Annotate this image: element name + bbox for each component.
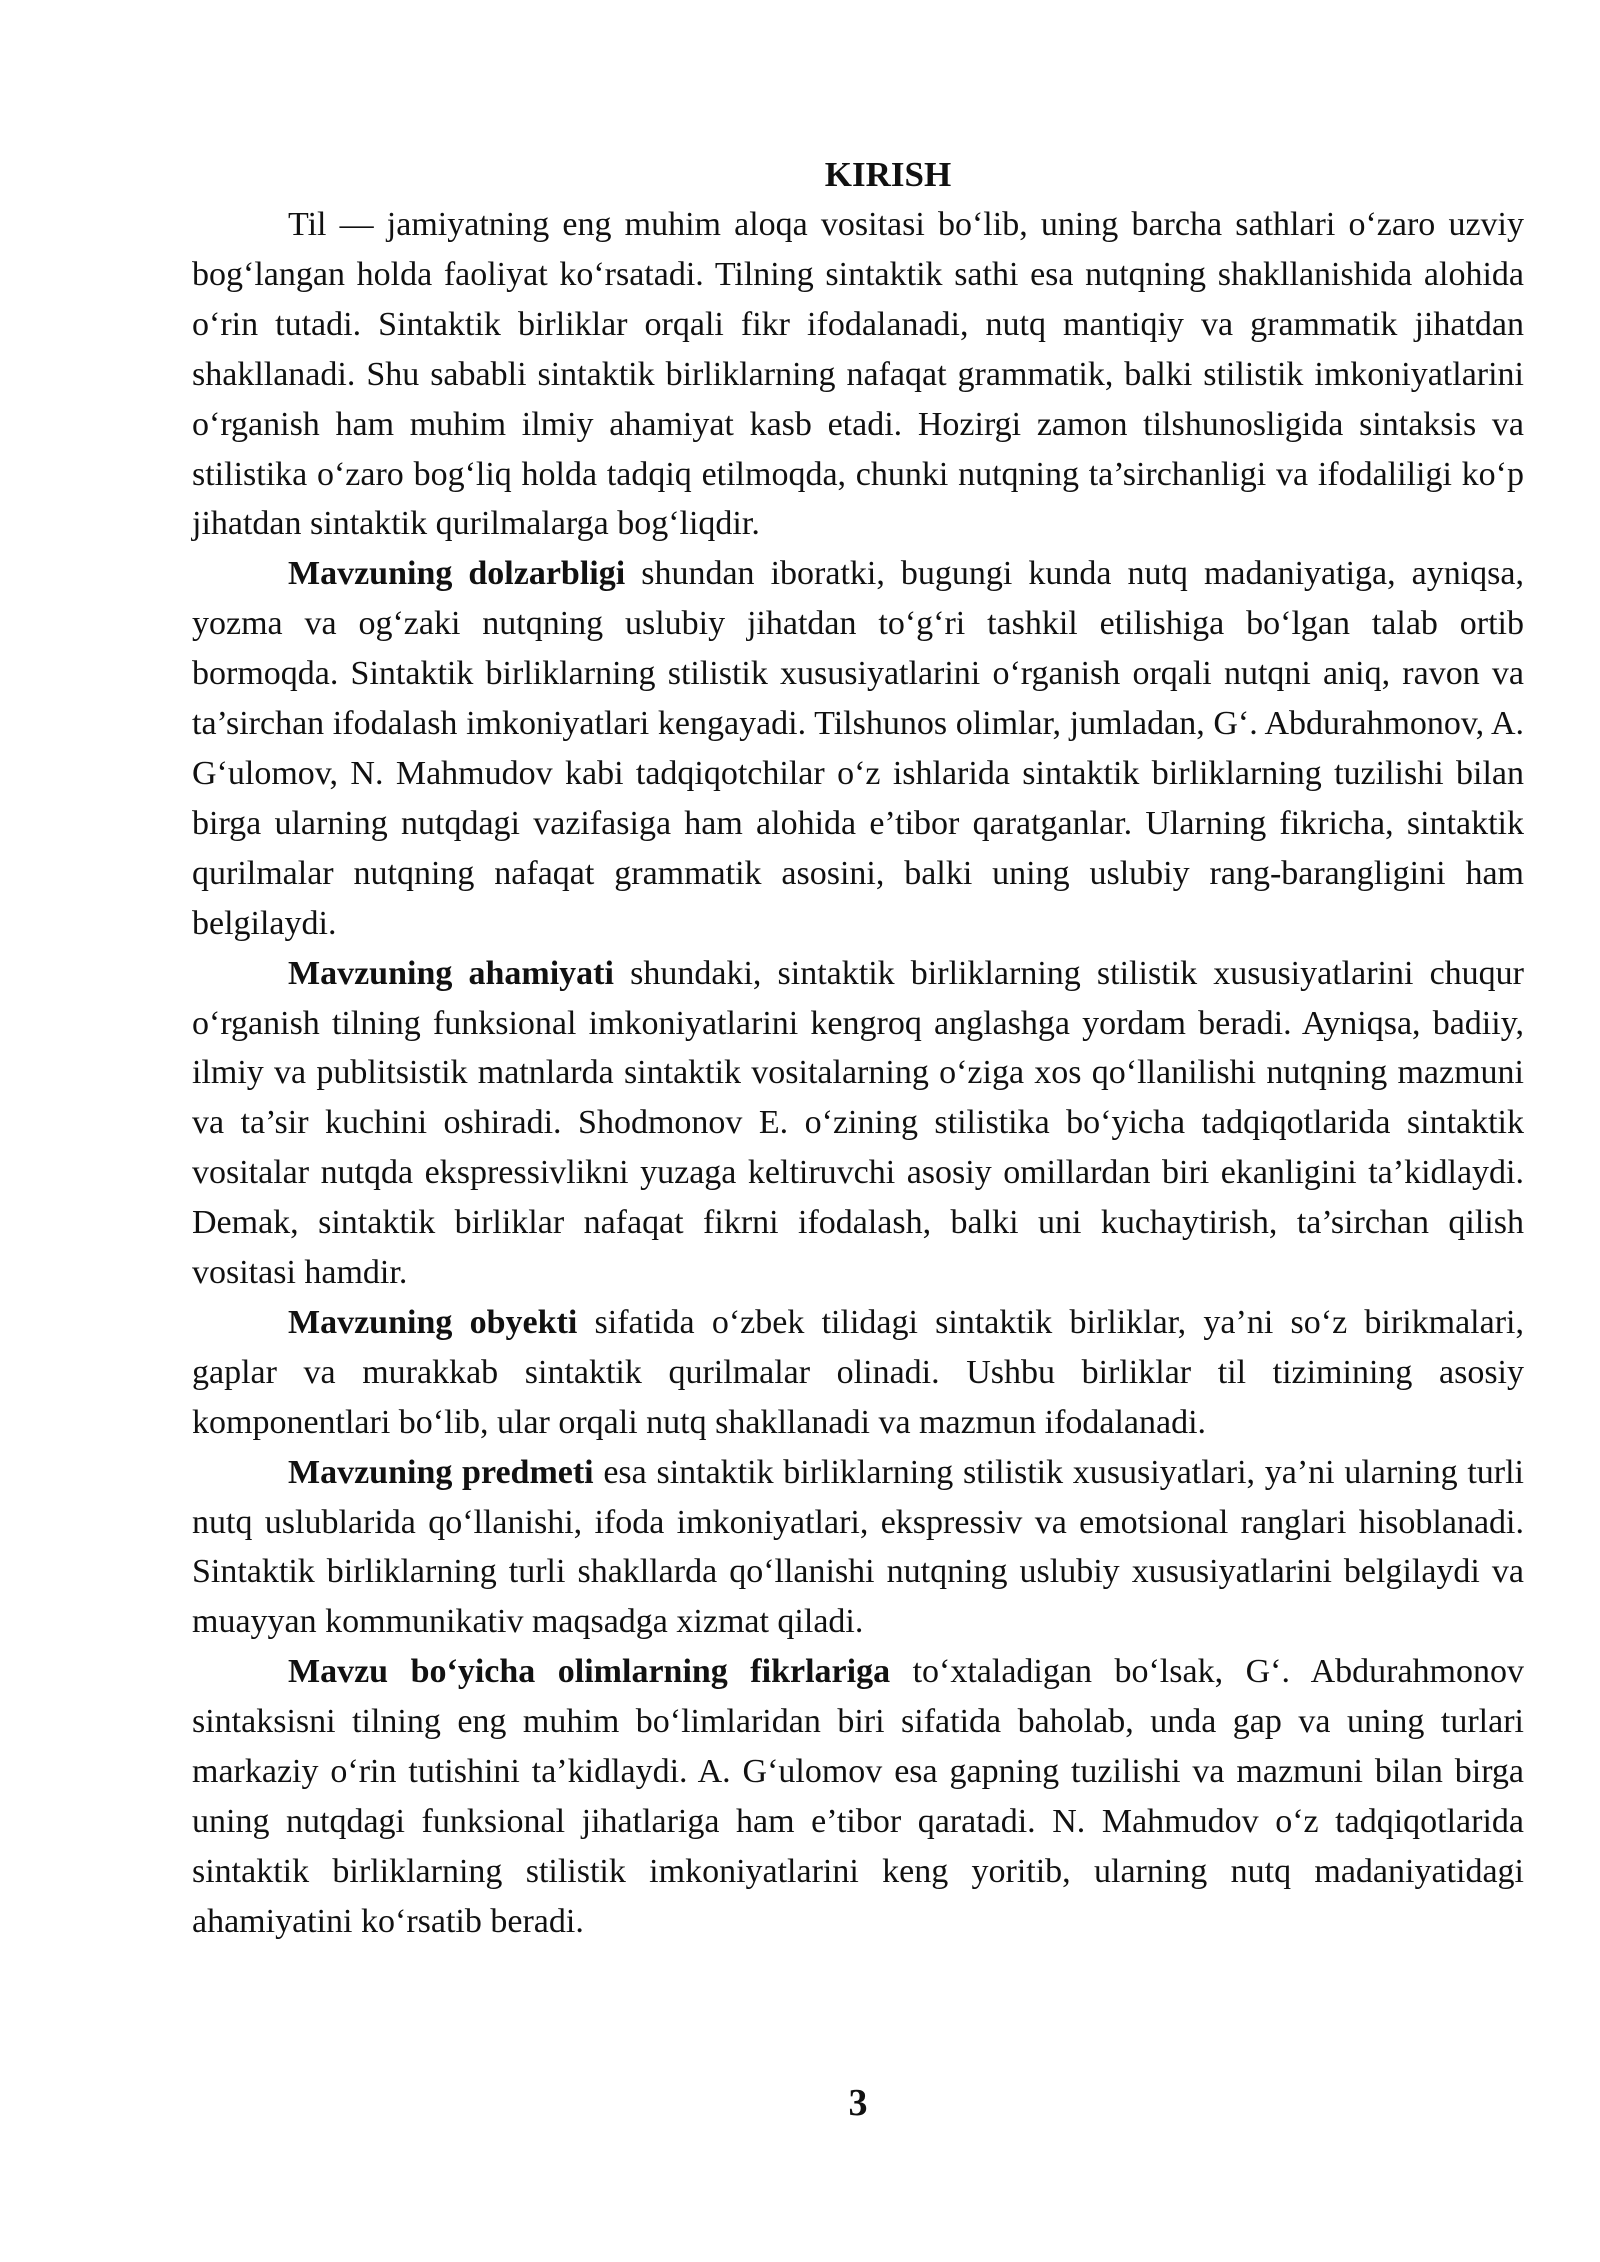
paragraph-subject: [192, 1448, 1524, 1648]
paragraph-lead: Mavzuning predmeti: [288, 1453, 594, 1491]
paragraph-lead: Mavzu bo‘yicha olimlarning fikrlariga: [288, 1653, 891, 1691]
paragraph-text: sifatida o‘zbek tilidagi sintaktik birliklar, ya’ni so‘z birikmalari, gaplar va murakkab sintaktik qurilmalar olinadi. Ushbu birliklar til tizimining asosiy komponentlari bo‘lib, ular orqali nutq shakllanadi va mazmun ifodalanadi.: [192, 1303, 1524, 1441]
paragraph-scholars: [192, 1647, 1524, 1946]
section-title: KIRISH: [824, 155, 952, 194]
paragraph-object: [192, 1298, 1524, 1448]
paragraph-text: to‘xtaladigan bo‘lsak, G‘. Abdurahmonov sintaksisni tilning eng muhim bo‘limlaridan biri sifatida baholab, unda gap va uning turlari markaziy o‘rin tutishini ta’kidlaydi. A. G‘ulomov esa gapning tuzilishi va mazmuni bilan birga uning nutqdagi funksional jihatlariga ham e’tibor qaratadi. N. Mahmudov o‘z tadqiqotlarida sintaktik birliklarning stilistik imkoniyatlarini keng yoritib, ularning nutq madaniyatidagi ahamiyatini ko‘rsatib beradi.: [192, 1653, 1524, 1940]
paragraph-relevance: [192, 549, 1524, 948]
paragraph-text: shundaki, sintaktik birliklarning stilistik xususiyatlarini chuqur o‘rganish tilning funksional imkoniyatlarini kengroq anglashga yordam beradi. Ayniqsa, badiiy, ilmiy va publitsistik matnlarda sintaktik vositalarning o‘ziga xos qo‘llanilishi nutqning mazmuni va ta’sir kuchini oshiradi. Shodmonov E. o‘zining stilistika bo‘yicha tadqiqotlarida sintaktik vositalar nutqda ekspressivlikni yuzaga keltiruvchi asosiy omillardan biri ekanligini ta’kidlaydi. Demak, sintaktik birliklar nafaqat fikrni ifodalash, balki uni kuchaytirish, ta’sirchan qilish vositasi hamdir.: [192, 954, 1524, 1292]
paragraph-text: shundan iboratki, bugungi kunda nutq madaniyatiga, ayniqsa, yozma va og‘zaki nutqning uslubiy jihatdan to‘g‘ri tashkil etilishiga bo‘lgan talab ortib bormoqda. Sintaktik birliklarning stilistik xususiyatlarini o‘rganish orqali nutqni aniq, ravon va ta’sirchan ifodalash imkoniyatlari kengayadi. Tilshunos olimlar, jumladan, G‘. Abdurahmonov, A. G‘ulomov, N. Mahmudov kabi tadqiqotchilar o‘z ishlarida sintaktik birliklarning tuzilishi bilan birga ularning nutqdagi vazifasiga ham alohida e’tibor qaratganlar. Ularning fikricha, sintaktik qurilmalar nutqning nafaqat grammatik asosini, balki uning uslubiy rang-barangligini ham belgilaydi.: [192, 555, 1524, 942]
paragraph-lead: Mavzuning ahamiyati: [288, 954, 614, 992]
paragraph-lead: Mavzuning obyekti: [288, 1303, 578, 1341]
paragraph-text: esa sintaktik birliklarning stilistik xususiyatlari, ya’ni ularning turli nutq uslublarida qo‘llanishi, ifoda imkoniyatlari, ekspressiv va emotsional ranglari hisoblanadi. Sintaktik birliklarning turli shakllarda qo‘llanishi nutqning uslubiy xususiyatlarini belgilaydi va muayyan kommunikativ maqsadga xizmat qiladi.: [192, 1453, 1524, 1641]
paragraph-lead: Mavzuning dolzarbligi: [288, 555, 626, 593]
paragraph-importance: [192, 949, 1524, 1298]
paragraph-intro: [192, 200, 1524, 549]
page-number: 3: [848, 2082, 868, 2124]
document-page: [192, 150, 1524, 1947]
paragraph-text: Til — jamiyatning eng muhim aloqa vositasi bo‘lib, uning barcha sathlari o‘zaro uzviy bog‘langan holda faoliyat ko‘rsatadi. Tilning sintaktik sathi esa nutqning shakllanishida alohida o‘rin tutadi. Sintaktik birliklar orqali fikr ifodalanadi, nutq mantiqiy va grammatik jihatdan shakllanadi. Shu sababli sintaktik birliklarning nafaqat grammatik, balki stilistik imkoniyatlarini o‘rganish ham muhim ilmiy ahamiyat kasb etadi. Hozirgi zamon tilshunosligida sintaksis va stilistika o‘zaro bog‘liq holda tadqiq etilmoqda, chunki nutqning ta’sirchanligi va ifodaliligi ko‘p jihatdan sintaktik qurilmalarga bog‘liqdir.: [192, 206, 1524, 543]
